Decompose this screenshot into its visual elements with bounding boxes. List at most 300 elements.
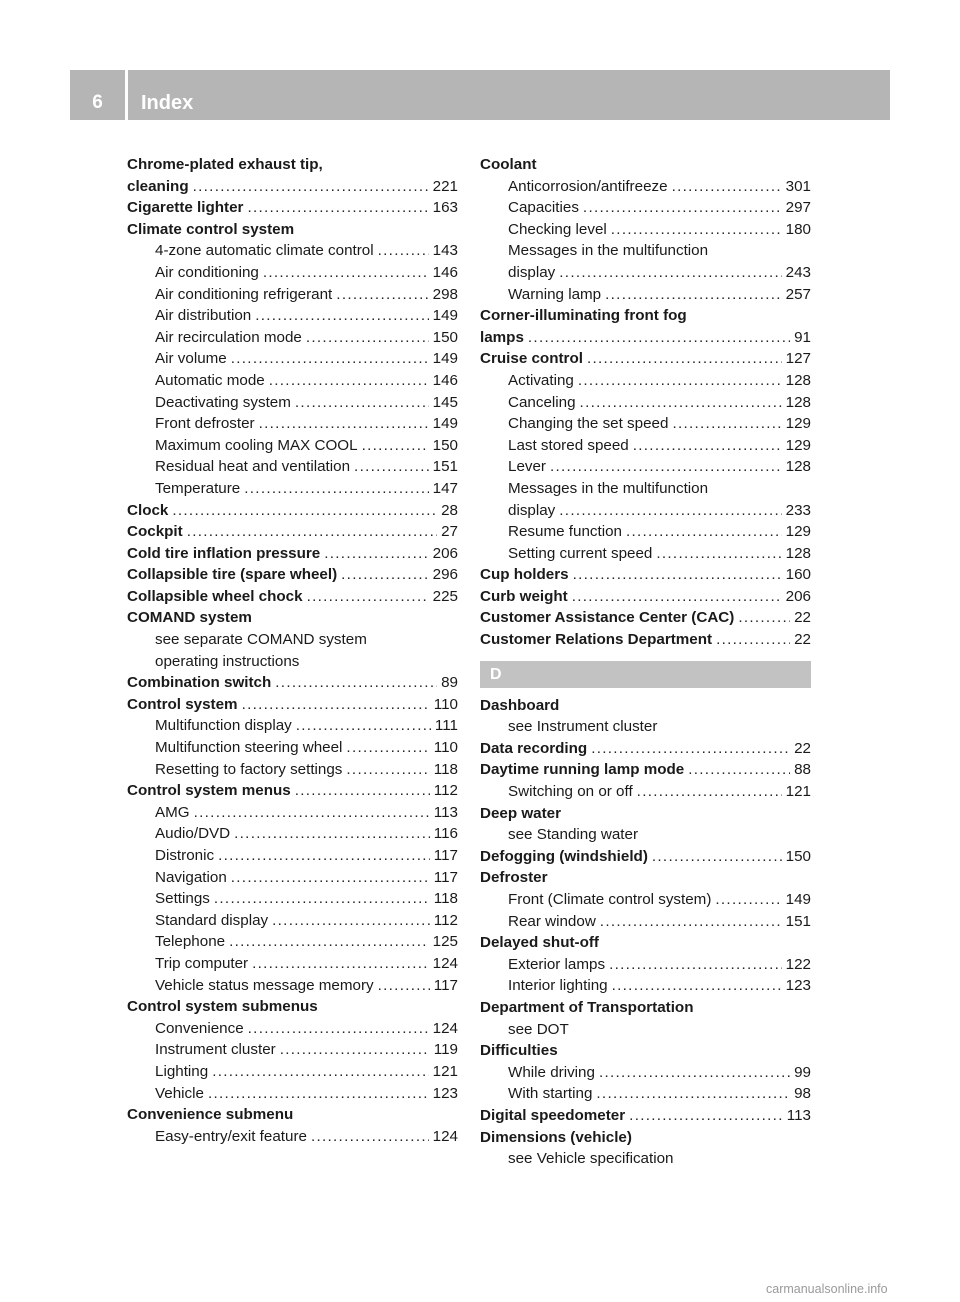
index-subentry bbox=[127, 327, 458, 349]
entry-page-link[interactable]: 119 bbox=[433, 1041, 458, 1059]
dot-leader bbox=[572, 586, 782, 608]
entry-term: Setting current speed bbox=[508, 544, 653, 562]
entry-term: AMG bbox=[155, 803, 190, 821]
dot-leader bbox=[528, 327, 790, 349]
index-entry bbox=[127, 564, 458, 586]
index-subentry bbox=[480, 197, 811, 219]
dot-leader bbox=[307, 586, 429, 608]
dot-leader bbox=[605, 284, 782, 306]
dot-leader bbox=[247, 197, 428, 219]
index-entry bbox=[480, 327, 811, 349]
entry-page-link[interactable]: 122 bbox=[785, 955, 811, 973]
entry-term: Deep water bbox=[480, 804, 562, 822]
entry-page-link[interactable]: 151 bbox=[432, 458, 458, 476]
dot-leader bbox=[629, 1105, 783, 1127]
index-subentry bbox=[480, 1148, 811, 1170]
dot-leader bbox=[587, 348, 782, 370]
entry-page-link[interactable]: 160 bbox=[785, 566, 811, 584]
index-subentry bbox=[127, 651, 458, 673]
index-subentry bbox=[127, 370, 458, 392]
entry-page-link[interactable]: 206 bbox=[432, 544, 458, 562]
entry-term: Changing the set speed bbox=[508, 415, 669, 433]
dot-leader bbox=[599, 1062, 790, 1084]
entry-term: Messages in the multifunction bbox=[508, 242, 709, 260]
index-subentry bbox=[480, 435, 811, 457]
dot-leader bbox=[295, 780, 430, 802]
dot-leader bbox=[255, 305, 428, 327]
entry-term: Vehicle status message memory bbox=[155, 976, 374, 994]
entry-page-link[interactable]: 89 bbox=[441, 674, 458, 692]
dot-leader bbox=[295, 392, 429, 414]
entry-term: see Instrument cluster bbox=[508, 718, 658, 736]
entry-term: Front defroster bbox=[155, 415, 255, 433]
dot-leader bbox=[231, 348, 429, 370]
entry-page-link[interactable]: 112 bbox=[433, 911, 458, 929]
index-subentry bbox=[480, 954, 811, 976]
index-entry bbox=[480, 867, 811, 889]
entry-page-link[interactable]: 113 bbox=[786, 1106, 811, 1124]
index-subentry bbox=[480, 889, 811, 911]
index-subentry bbox=[480, 370, 811, 392]
entry-term: Switching on or off bbox=[508, 783, 633, 801]
dot-leader bbox=[354, 456, 429, 478]
index-entry bbox=[480, 738, 811, 760]
entry-term: Residual heat and ventilation bbox=[155, 458, 351, 476]
entry-page-link[interactable]: 128 bbox=[785, 371, 811, 389]
dot-leader bbox=[252, 953, 429, 975]
index-subentry bbox=[127, 262, 458, 284]
entry-page-link[interactable]: 143 bbox=[432, 242, 458, 260]
index-entry bbox=[127, 543, 458, 565]
index-subentry bbox=[480, 392, 811, 414]
index-entry bbox=[127, 672, 458, 694]
dot-leader bbox=[272, 910, 430, 932]
dot-leader bbox=[378, 240, 429, 262]
dot-leader bbox=[716, 629, 790, 651]
dot-leader bbox=[263, 262, 429, 284]
index-entry bbox=[127, 1104, 458, 1126]
dot-leader bbox=[214, 888, 430, 910]
entry-term: Messages in the multifunction bbox=[508, 479, 709, 497]
dot-leader bbox=[652, 846, 782, 868]
entry-page-link[interactable]: 111 bbox=[434, 717, 458, 735]
entry-term: Cockpit bbox=[127, 523, 183, 541]
dot-leader bbox=[336, 284, 428, 306]
entry-term: Distronic bbox=[155, 847, 215, 864]
dot-leader bbox=[234, 823, 430, 845]
index-subentry bbox=[480, 284, 811, 306]
entry-term: Rear window bbox=[508, 912, 596, 930]
index-subentry bbox=[480, 176, 811, 198]
index-entry bbox=[127, 176, 458, 198]
index-entry bbox=[480, 154, 811, 176]
entry-term: While driving bbox=[508, 1063, 595, 1081]
entry-page-link[interactable]: 128 bbox=[785, 458, 811, 476]
entry-page-link[interactable]: 118 bbox=[433, 890, 458, 908]
entry-term: see DOT bbox=[508, 1020, 569, 1038]
entry-term: Convenience bbox=[155, 1019, 244, 1037]
entry-page-link[interactable]: 149 bbox=[432, 307, 458, 325]
entry-term: Interior lighting bbox=[508, 977, 608, 995]
entry-term: see separate COMAND system bbox=[155, 631, 367, 649]
dot-leader bbox=[637, 781, 782, 803]
index-subentry bbox=[480, 1019, 811, 1041]
index-subentry bbox=[480, 500, 811, 522]
index-entry bbox=[480, 695, 811, 717]
entry-page-link[interactable]: 296 bbox=[432, 566, 458, 584]
dot-leader bbox=[672, 413, 781, 435]
entry-page-link[interactable]: 22 bbox=[794, 739, 811, 757]
index-entry bbox=[127, 521, 458, 543]
dot-leader bbox=[611, 219, 782, 241]
entry-term: Customer Relations Department bbox=[480, 631, 713, 649]
entry-page-link[interactable]: 121 bbox=[432, 1062, 458, 1080]
entry-term: Exterior lamps bbox=[508, 955, 606, 973]
index-subentry bbox=[127, 910, 458, 932]
index-entry bbox=[480, 1105, 811, 1127]
index-entry bbox=[480, 607, 811, 629]
entry-term: Collapsible wheel chock bbox=[127, 587, 303, 605]
entry-term: Activating bbox=[508, 371, 574, 389]
entry-page-link[interactable]: 128 bbox=[785, 544, 811, 562]
entry-page-link[interactable]: 150 bbox=[785, 847, 811, 865]
dot-leader bbox=[583, 197, 782, 219]
index-entry bbox=[480, 586, 811, 608]
entry-term: Daytime running lamp mode bbox=[480, 761, 685, 779]
entry-page-link[interactable]: 22 bbox=[794, 609, 811, 627]
entry-term: Cruise control bbox=[480, 350, 583, 368]
entry-term: Lever bbox=[508, 458, 546, 476]
entry-page-link[interactable]: 150 bbox=[432, 436, 458, 454]
entry-page-link[interactable]: 118 bbox=[433, 760, 458, 778]
entry-page-link[interactable]: 257 bbox=[785, 285, 811, 303]
index-subentry bbox=[480, 521, 811, 543]
dot-leader bbox=[193, 176, 429, 198]
index-entry bbox=[480, 846, 811, 868]
entry-term: Corner-illuminating front fog bbox=[480, 307, 687, 325]
index-entry bbox=[480, 1040, 811, 1062]
header-divider bbox=[125, 70, 128, 120]
entry-page-link[interactable]: 88 bbox=[794, 761, 811, 779]
entry-page-link[interactable]: 123 bbox=[785, 977, 811, 995]
entry-page-link[interactable]: 233 bbox=[785, 501, 811, 519]
index-subentry bbox=[127, 478, 458, 500]
entry-page-link[interactable]: 117 bbox=[433, 847, 458, 864]
entry-page-link[interactable]: 129 bbox=[785, 415, 811, 433]
entry-term: operating instructions bbox=[155, 652, 300, 670]
entry-page-link[interactable]: 180 bbox=[785, 220, 811, 238]
entry-page-link[interactable]: 112 bbox=[433, 782, 458, 800]
entry-page-link[interactable]: 145 bbox=[432, 393, 458, 411]
entry-page-link[interactable]: 150 bbox=[432, 328, 458, 346]
dot-leader bbox=[324, 543, 428, 565]
dot-leader bbox=[187, 521, 437, 543]
index-subentry bbox=[127, 629, 458, 651]
dot-leader bbox=[609, 954, 782, 976]
entry-page-link[interactable]: 98 bbox=[794, 1085, 811, 1103]
index-subentry bbox=[127, 1061, 458, 1083]
index-subentry bbox=[127, 240, 458, 262]
entry-page-link[interactable]: 117 bbox=[433, 976, 458, 994]
entry-page-link[interactable]: 22 bbox=[794, 631, 811, 649]
entry-page-link[interactable]: 28 bbox=[441, 501, 458, 519]
index-entry bbox=[127, 780, 458, 802]
entry-term: Climate control system bbox=[127, 220, 295, 238]
entry-term: Combination switch bbox=[127, 674, 272, 692]
entry-term: COMAND system bbox=[127, 609, 252, 627]
entry-page-link[interactable]: 91 bbox=[794, 328, 811, 346]
dot-leader bbox=[600, 911, 782, 933]
index-subentry bbox=[127, 1126, 458, 1148]
entry-term: With starting bbox=[508, 1085, 593, 1103]
dot-leader bbox=[672, 176, 782, 198]
index-entry bbox=[480, 629, 811, 651]
entry-page-link[interactable]: 125 bbox=[432, 933, 458, 951]
entry-term: Control system submenus bbox=[127, 998, 318, 1016]
entry-page-link[interactable]: 110 bbox=[433, 739, 458, 757]
entry-term: Cold tire inflation pressure bbox=[127, 544, 321, 562]
entry-page-link[interactable]: 297 bbox=[785, 199, 811, 217]
entry-page-link[interactable]: 127 bbox=[785, 350, 811, 368]
entry-term: Vehicle bbox=[155, 1084, 204, 1102]
index-subentry bbox=[480, 716, 811, 738]
entry-page-link[interactable]: 149 bbox=[432, 415, 458, 433]
entry-page-link[interactable]: 146 bbox=[432, 263, 458, 281]
entry-page-link[interactable]: 149 bbox=[785, 891, 811, 908]
page-number: 6 bbox=[92, 92, 103, 113]
entry-page-link[interactable]: 99 bbox=[794, 1063, 811, 1081]
entry-term: Dashboard bbox=[480, 696, 560, 714]
index-subentry bbox=[127, 392, 458, 414]
entry-term: display bbox=[508, 501, 556, 519]
dot-leader bbox=[550, 456, 782, 478]
entry-page-link[interactable]: 124 bbox=[432, 1127, 458, 1145]
entry-page-link[interactable]: 149 bbox=[432, 350, 458, 368]
entry-term: Convenience submenu bbox=[127, 1106, 294, 1124]
dot-leader bbox=[306, 327, 429, 349]
index-subentry bbox=[127, 456, 458, 478]
dot-leader bbox=[580, 392, 782, 414]
index-subentry bbox=[480, 413, 811, 435]
dot-leader bbox=[559, 262, 781, 284]
dot-leader bbox=[633, 435, 782, 457]
index-entry bbox=[480, 1127, 811, 1149]
entry-term: Customer Assistance Center (CAC) bbox=[480, 609, 735, 627]
entry-term: cleaning bbox=[127, 177, 189, 195]
entry-term: Clock bbox=[127, 501, 169, 519]
entry-page-link[interactable]: 117 bbox=[433, 868, 458, 886]
index-subentry bbox=[127, 823, 458, 845]
dot-leader bbox=[573, 564, 782, 586]
index-entry bbox=[480, 348, 811, 370]
entry-term: Control system bbox=[127, 695, 238, 713]
index-subentry bbox=[480, 911, 811, 933]
entry-term: Maximum cooling MAX COOL bbox=[155, 436, 358, 454]
index-subentry bbox=[127, 802, 458, 824]
entry-term: Air conditioning refrigerant bbox=[155, 285, 333, 303]
entry-term: Lighting bbox=[155, 1062, 209, 1080]
dot-leader bbox=[172, 500, 437, 522]
entry-term: Automatic mode bbox=[155, 371, 265, 389]
entry-term: Deactivating system bbox=[155, 393, 291, 411]
entry-term: Instrument cluster bbox=[155, 1041, 276, 1059]
entry-term: lamps bbox=[480, 328, 524, 346]
index-subentry bbox=[127, 715, 458, 737]
index-entry bbox=[127, 197, 458, 219]
dot-leader bbox=[738, 607, 790, 629]
index-entry bbox=[127, 586, 458, 608]
entry-term: Anticorrosion/antifreeze bbox=[508, 177, 668, 195]
page-title: Index bbox=[141, 92, 194, 114]
dot-leader bbox=[559, 500, 781, 522]
entry-term: Defroster bbox=[480, 869, 548, 887]
dot-leader bbox=[242, 694, 430, 716]
dot-leader bbox=[656, 543, 781, 565]
dot-leader bbox=[311, 1126, 429, 1148]
dot-leader bbox=[280, 1039, 430, 1061]
index-subentry bbox=[127, 845, 458, 867]
entry-term: Resume function bbox=[508, 523, 622, 541]
index-subentry bbox=[480, 456, 811, 478]
index-subentry bbox=[127, 888, 458, 910]
index-subentry bbox=[480, 1083, 811, 1105]
index-entry bbox=[480, 997, 811, 1019]
entry-term: Cigarette lighter bbox=[127, 199, 244, 217]
entry-term: Cup holders bbox=[480, 566, 569, 584]
entry-term: 4-zone automatic climate control bbox=[155, 242, 374, 260]
dot-leader bbox=[244, 478, 428, 500]
entry-page-link[interactable]: 116 bbox=[433, 825, 458, 843]
entry-page-link[interactable]: 110 bbox=[433, 695, 458, 713]
index-subentry bbox=[127, 1083, 458, 1105]
index-subentry bbox=[480, 262, 811, 284]
entry-page-link[interactable]: 243 bbox=[785, 263, 811, 281]
entry-page-link[interactable]: 121 bbox=[785, 783, 811, 801]
index-entry bbox=[127, 154, 458, 176]
dot-leader bbox=[208, 1083, 429, 1105]
dot-leader bbox=[194, 802, 430, 824]
index-entry bbox=[480, 564, 811, 586]
index-entry bbox=[127, 500, 458, 522]
entry-term: Department of Transportation bbox=[480, 998, 694, 1016]
entry-term: Front (Climate control system) bbox=[508, 891, 712, 908]
index-subentry bbox=[127, 348, 458, 370]
entry-term: Air volume bbox=[155, 350, 227, 368]
entry-term: Coolant bbox=[480, 156, 537, 173]
dot-leader bbox=[591, 738, 790, 760]
index-subentry bbox=[480, 240, 811, 262]
section-header: D bbox=[480, 661, 811, 688]
entry-term: Curb weight bbox=[480, 587, 568, 605]
index-subentry bbox=[127, 284, 458, 306]
index-entry bbox=[480, 932, 811, 954]
dot-leader bbox=[248, 1018, 429, 1040]
index-subentry bbox=[127, 975, 458, 997]
index-subentry bbox=[127, 435, 458, 457]
entry-term: Audio/DVD bbox=[155, 825, 231, 843]
entry-page-link[interactable]: 124 bbox=[432, 1019, 458, 1037]
entry-page-link[interactable]: 146 bbox=[432, 371, 458, 389]
entry-term: Defogging (windshield) bbox=[480, 847, 648, 865]
dot-leader bbox=[688, 759, 790, 781]
entry-term: see Standing water bbox=[508, 826, 639, 844]
entry-term: Checking level bbox=[508, 220, 607, 238]
index-column-right bbox=[480, 154, 811, 1170]
dot-leader bbox=[269, 370, 429, 392]
index-subentry bbox=[127, 953, 458, 975]
entry-page-link[interactable]: 151 bbox=[785, 912, 811, 930]
entry-term: Digital speedometer bbox=[480, 1106, 626, 1124]
dot-leader bbox=[296, 715, 431, 737]
index-subentry bbox=[127, 867, 458, 889]
entry-term: Trip computer bbox=[155, 954, 249, 972]
dot-leader bbox=[275, 672, 437, 694]
entry-term: Collapsible tire (spare wheel) bbox=[127, 566, 338, 584]
entry-term: Delayed shut-off bbox=[480, 934, 599, 952]
entry-page-link[interactable]: 301 bbox=[785, 177, 811, 195]
entry-page-link[interactable]: 27 bbox=[441, 523, 458, 541]
entry-page-link[interactable]: 225 bbox=[432, 587, 458, 605]
entry-page-link[interactable]: 129 bbox=[785, 523, 811, 541]
index-subentry bbox=[480, 781, 811, 803]
entry-page-link[interactable]: 128 bbox=[785, 393, 811, 411]
entry-term: Air recirculation mode bbox=[155, 328, 302, 346]
dot-leader bbox=[229, 931, 429, 953]
entry-term: Telephone bbox=[155, 933, 226, 951]
index-subentry bbox=[127, 305, 458, 327]
dot-leader bbox=[626, 521, 782, 543]
dot-leader bbox=[259, 413, 429, 435]
index-column-left bbox=[127, 154, 458, 1147]
entry-term: Resetting to factory settings bbox=[155, 760, 343, 778]
entry-term: Air distribution bbox=[155, 307, 252, 325]
entry-page-link[interactable]: 221 bbox=[432, 177, 458, 195]
dot-leader bbox=[346, 737, 429, 759]
entry-term: Data recording bbox=[480, 739, 588, 757]
dot-leader bbox=[362, 435, 429, 457]
dot-leader bbox=[715, 889, 781, 911]
index-entry bbox=[127, 996, 458, 1018]
footer-watermark: carmanualsonline.info bbox=[766, 1282, 888, 1296]
entry-page-link[interactable]: 129 bbox=[785, 436, 811, 454]
entry-term: Control system menus bbox=[127, 782, 291, 800]
entry-page-link[interactable]: 123 bbox=[432, 1084, 458, 1102]
index-subentry bbox=[480, 975, 811, 997]
index-entry bbox=[480, 759, 811, 781]
index-subentry bbox=[480, 1062, 811, 1084]
entry-term: Temperature bbox=[155, 479, 241, 497]
dot-leader bbox=[218, 845, 430, 867]
index-entry bbox=[127, 694, 458, 716]
entry-term: see Vehicle specification bbox=[508, 1150, 674, 1168]
entry-term: Difficulties bbox=[480, 1042, 558, 1060]
index-entry bbox=[127, 607, 458, 629]
dot-leader bbox=[231, 867, 430, 889]
entry-page-link[interactable]: 147 bbox=[432, 479, 458, 497]
dot-leader bbox=[378, 975, 430, 997]
entry-page-link[interactable]: 298 bbox=[432, 285, 458, 303]
dot-leader bbox=[612, 975, 782, 997]
dot-leader bbox=[212, 1061, 428, 1083]
entry-page-link[interactable]: 113 bbox=[433, 803, 458, 821]
index-subentry bbox=[127, 413, 458, 435]
entry-page-link[interactable]: 206 bbox=[785, 587, 811, 605]
index-entry bbox=[480, 305, 811, 327]
index-subentry bbox=[480, 219, 811, 241]
entry-page-link[interactable]: 163 bbox=[432, 199, 458, 217]
entry-term: Multifunction display bbox=[155, 717, 292, 735]
entry-page-link[interactable]: 124 bbox=[432, 954, 458, 972]
